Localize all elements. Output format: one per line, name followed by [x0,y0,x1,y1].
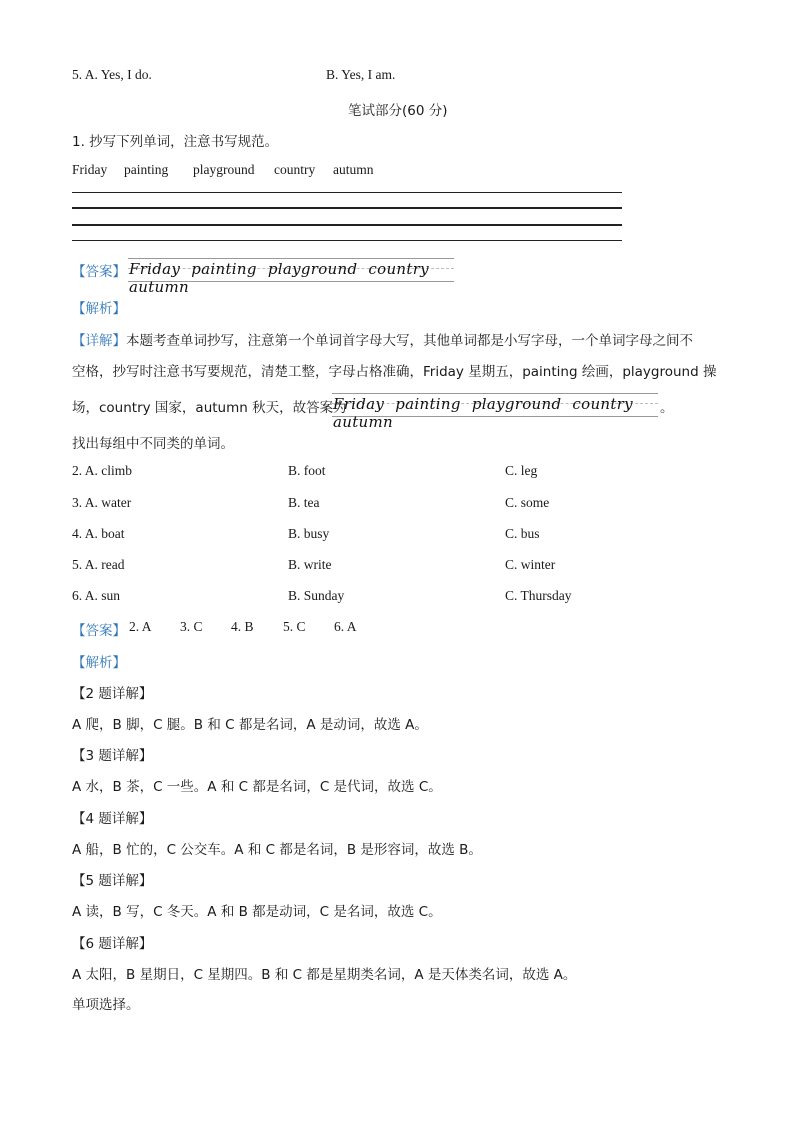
section-title: 笔试部分(60 分) [348,103,448,119]
detail-tag-2: 【2 题详解】 [72,686,153,702]
answer-tag: 【答案】 [72,264,126,280]
detail-text-2: A 爬，B 脚，C 腿。B 和 C 都是名词，A 是动词，故选 A。 [72,717,428,733]
option-5a: 5. A. Yes, I do. [72,67,152,82]
row-6-option-a: 6. A. sun [72,588,121,603]
detail-text-3: A 水，B 茶，C 一些。A 和 C 都是名词，C 是代词，故选 C。 [72,779,442,795]
row-5-option-c: C. winter [505,557,556,572]
row-3-option-a: 3. A. water [72,495,132,510]
writing-line [72,192,622,193]
answer-item: 3. C [180,619,203,634]
row-6-option-b: B. Sunday [288,588,345,603]
detail-text-4: A 船，B 忙的，C 公交车。A 和 C 都是名词，B 是形容词，故选 B。 [72,842,482,858]
detail-line-3-post: 。 [660,400,674,416]
detail-tag-6: 【6 题详解】 [72,936,153,952]
q1-prompt: 1. 抄写下列单词，注意书写规范。 [72,134,279,150]
row-2-option-b: B. foot [288,463,326,478]
detail-line-1: 【详解】本题考查单词抄写，注意第一个单词首字母大写，其他单词都是小写字母，一个单词字母之间不 [72,333,693,349]
next-section-title: 单项选择。 [72,997,140,1013]
writing-line [72,224,622,226]
row-5-option-a: 5. A. read [72,557,125,572]
handwriting-answer-image [128,258,454,296]
q1-word: painting [124,162,169,177]
row-4-option-c: C. bus [505,526,540,541]
handwriting-answer-inline-text: Friday painting playground country autumn [333,395,633,431]
row-2-option-a: 2. A. climb [72,463,132,478]
q1-word: Friday [72,162,108,177]
detail-line-2: 空格，抄写时注意书写要规范，清楚工整，字母占格准确，Friday 星期五，painting 绘画，playground 操 [72,364,717,380]
row-3-option-b: B. tea [288,495,320,510]
detail-line-3-pre: 场，country 国家，autumn 秋天，故答案为 [72,400,347,416]
option-5b: B. Yes, I am. [326,67,396,82]
row-6-option-c: C. Thursday [505,588,572,603]
answer-item: 4. B [231,619,254,634]
detail-tag: 【详解】 [72,333,126,349]
answer-item: 2. A [129,619,152,634]
detail-text-5: A 读，B 写，C 冬天。A 和 B 都是动词，C 是名词，故选 C。 [72,904,442,920]
writing-line [72,240,622,241]
q1-word: country [274,162,316,177]
detail-text-6: A 太阳，B 星期日，C 星期四。B 和 C 都是星期类名词，A 是天体类名词，故选 A。 [72,967,577,983]
row-3-option-c: C. some [505,495,550,510]
handwriting-answer-inline-image [332,393,658,431]
writing-line [72,207,622,209]
row-4-option-b: B. busy [288,526,330,541]
q1-word: autumn [333,162,374,177]
analysis-tag: 【解析】 [72,655,126,671]
detail-tag-5: 【5 题详解】 [72,873,153,889]
handwriting-answer-text: Friday painting playground country autumn [129,260,429,296]
answer-tag: 【答案】 [72,623,126,639]
analysis-tag: 【解析】 [72,301,126,317]
answer-item: 6. A [334,619,357,634]
row-2-option-c: C. leg [505,463,538,478]
row-4-option-a: 4. A. boat [72,526,125,541]
q1-word: playground [193,162,255,177]
q2-6-instruction: 找出每组中不同类的单词。 [72,436,234,452]
answer-item: 5. C [283,619,306,634]
detail-tag-4: 【4 题详解】 [72,811,153,827]
detail-tag-3: 【3 题详解】 [72,748,153,764]
row-5-option-b: B. write [288,557,332,572]
